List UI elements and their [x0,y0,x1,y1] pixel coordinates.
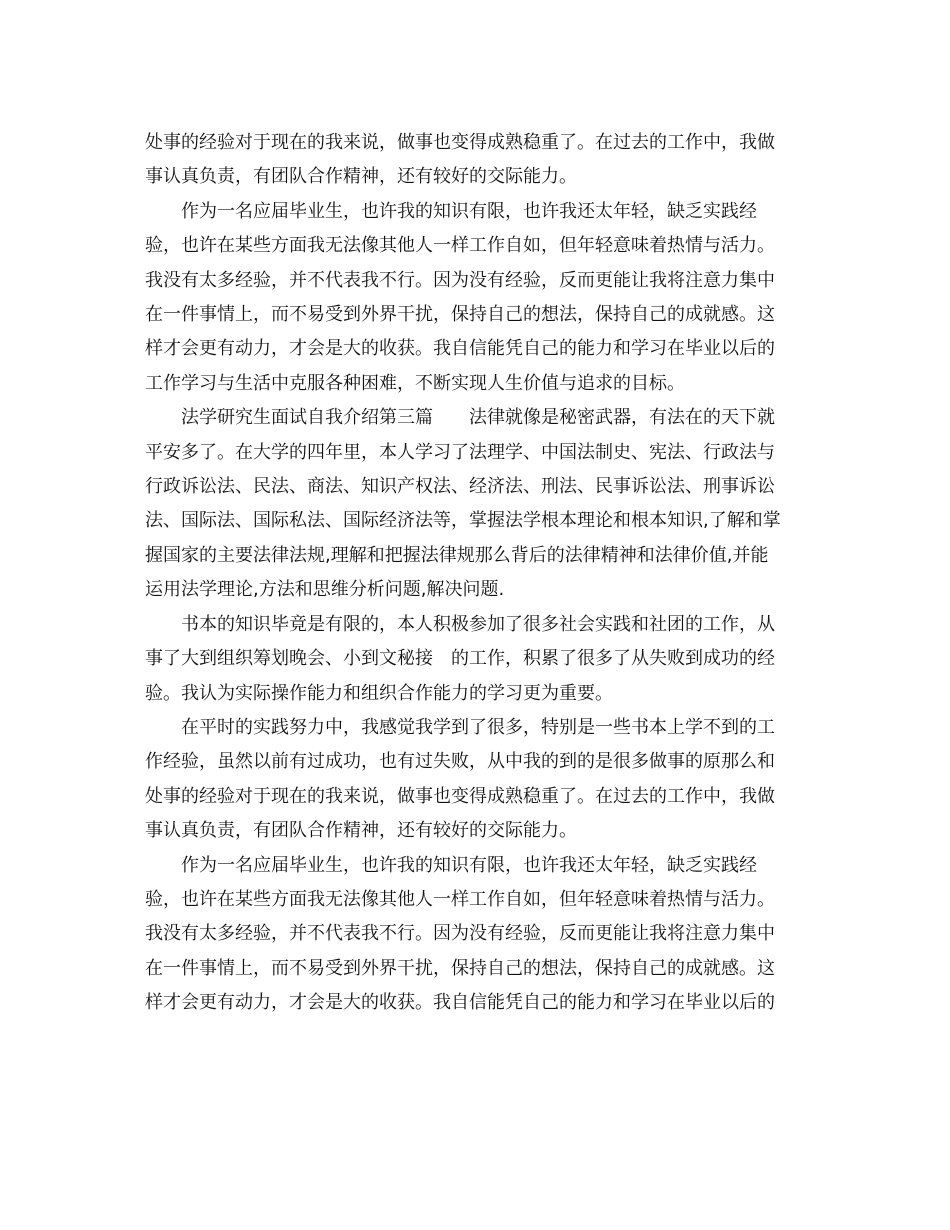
text-line: 作经验，虽然以前有过成功，也有过失败，从中我的到的是很多做事的原那么和 [145,751,775,773]
text-line: 事了大到组织筹划晚会、小到文秘接 的工作，积累了很多了从失败到成功的经 [145,648,775,670]
text-line: 样才会更有动力，才会是大的收获。我自信能凭自己的能力和学习在毕业以后的 [145,338,775,360]
text-line: 验，也许在某些方面我无法像其他人一样工作自如，但年轻意味着热情与活力。 [145,235,775,257]
document-body [145,126,810,1021]
text-line: 处事的经验对于现在的我来说，做事也变得成熟稳重了。在过去的工作中，我做 [145,785,775,807]
text-line: 在平时的实践努力中，我感觉我学到了很多，特别是一些书本上学不到的工 [181,716,775,738]
paragraph-5 [145,711,810,849]
text-line: 事认真负责，有团队合作精神，还有较好的交际能力。 [145,166,577,188]
text-line: 作为一名应届毕业生，也许我的知识有限，也许我还太年轻，缺乏实践经 [181,200,757,222]
text-line: 行政诉讼法、民法、商法、知识产权法、经济法、刑法、民事诉讼法、刑事诉讼 [145,476,775,498]
text-line: 在一件事情上，而不易受到外界干扰，保持自己的想法，保持自己的成就感。这 [145,304,775,326]
text-line: 书本的知识毕竟是有限的，本人积极参加了很多社会实践和社团的工作，从 [181,613,775,635]
paragraph-4 [145,608,810,711]
text-line: 我没有太多经验，并不代表我不行。因为没有经验，反而更能让我将注意力集中 [145,269,775,291]
paragraph-1 [145,126,810,195]
text-line: 平安多了。在大学的四年里，本人学习了法理学、中国法制史、宪法、行政法与 [145,441,775,463]
text-line: 验。我认为实际操作能力和组织合作能力的学习更为重要。 [145,682,613,704]
text-line: 工作学习与生活中克服各种困难，不断实现人生价值与追求的目标。 [145,372,685,394]
text-line: 事认真负责，有团队合作精神，还有较好的交际能力。 [145,820,577,842]
paragraph-2 [145,195,810,401]
text-line: 运用法学理论,方法和思维分析问题,解决问题. [145,579,505,601]
text-line: 验，也许在某些方面我无法像其他人一样工作自如，但年轻意味着热情与活力。 [145,888,775,910]
text-line: 握国家的主要法律法规,理解和把握法律规那么背后的法律精神和法律价值,并能 [145,544,769,566]
paragraph-3 [145,401,810,607]
text-line: 我没有太多经验，并不代表我不行。因为没有经验，反而更能让我将注意力集中 [145,923,775,945]
text-line: 在一件事情上，而不易受到外界干扰，保持自己的想法，保持自己的成就感。这 [145,957,775,979]
text-line: 法学研究生面试自我介绍第三篇 法律就像是秘密武器，有法在的天下就 [181,407,775,429]
text-line: 作为一名应届毕业生，也许我的知识有限，也许我还太年轻，缺乏实践经 [181,854,757,876]
text-line: 法、国际法、国际私法、国际经济法等，掌握法学根本理论和根本知识,了解和掌 [145,510,781,532]
text-line: 处事的经验对于现在的我来说，做事也变得成熟稳重了。在过去的工作中，我做 [145,132,775,153]
paragraph-6 [145,849,810,1021]
text-line: 样才会更有动力，才会是大的收获。我自信能凭自己的能力和学习在毕业以后的 [145,992,775,1014]
